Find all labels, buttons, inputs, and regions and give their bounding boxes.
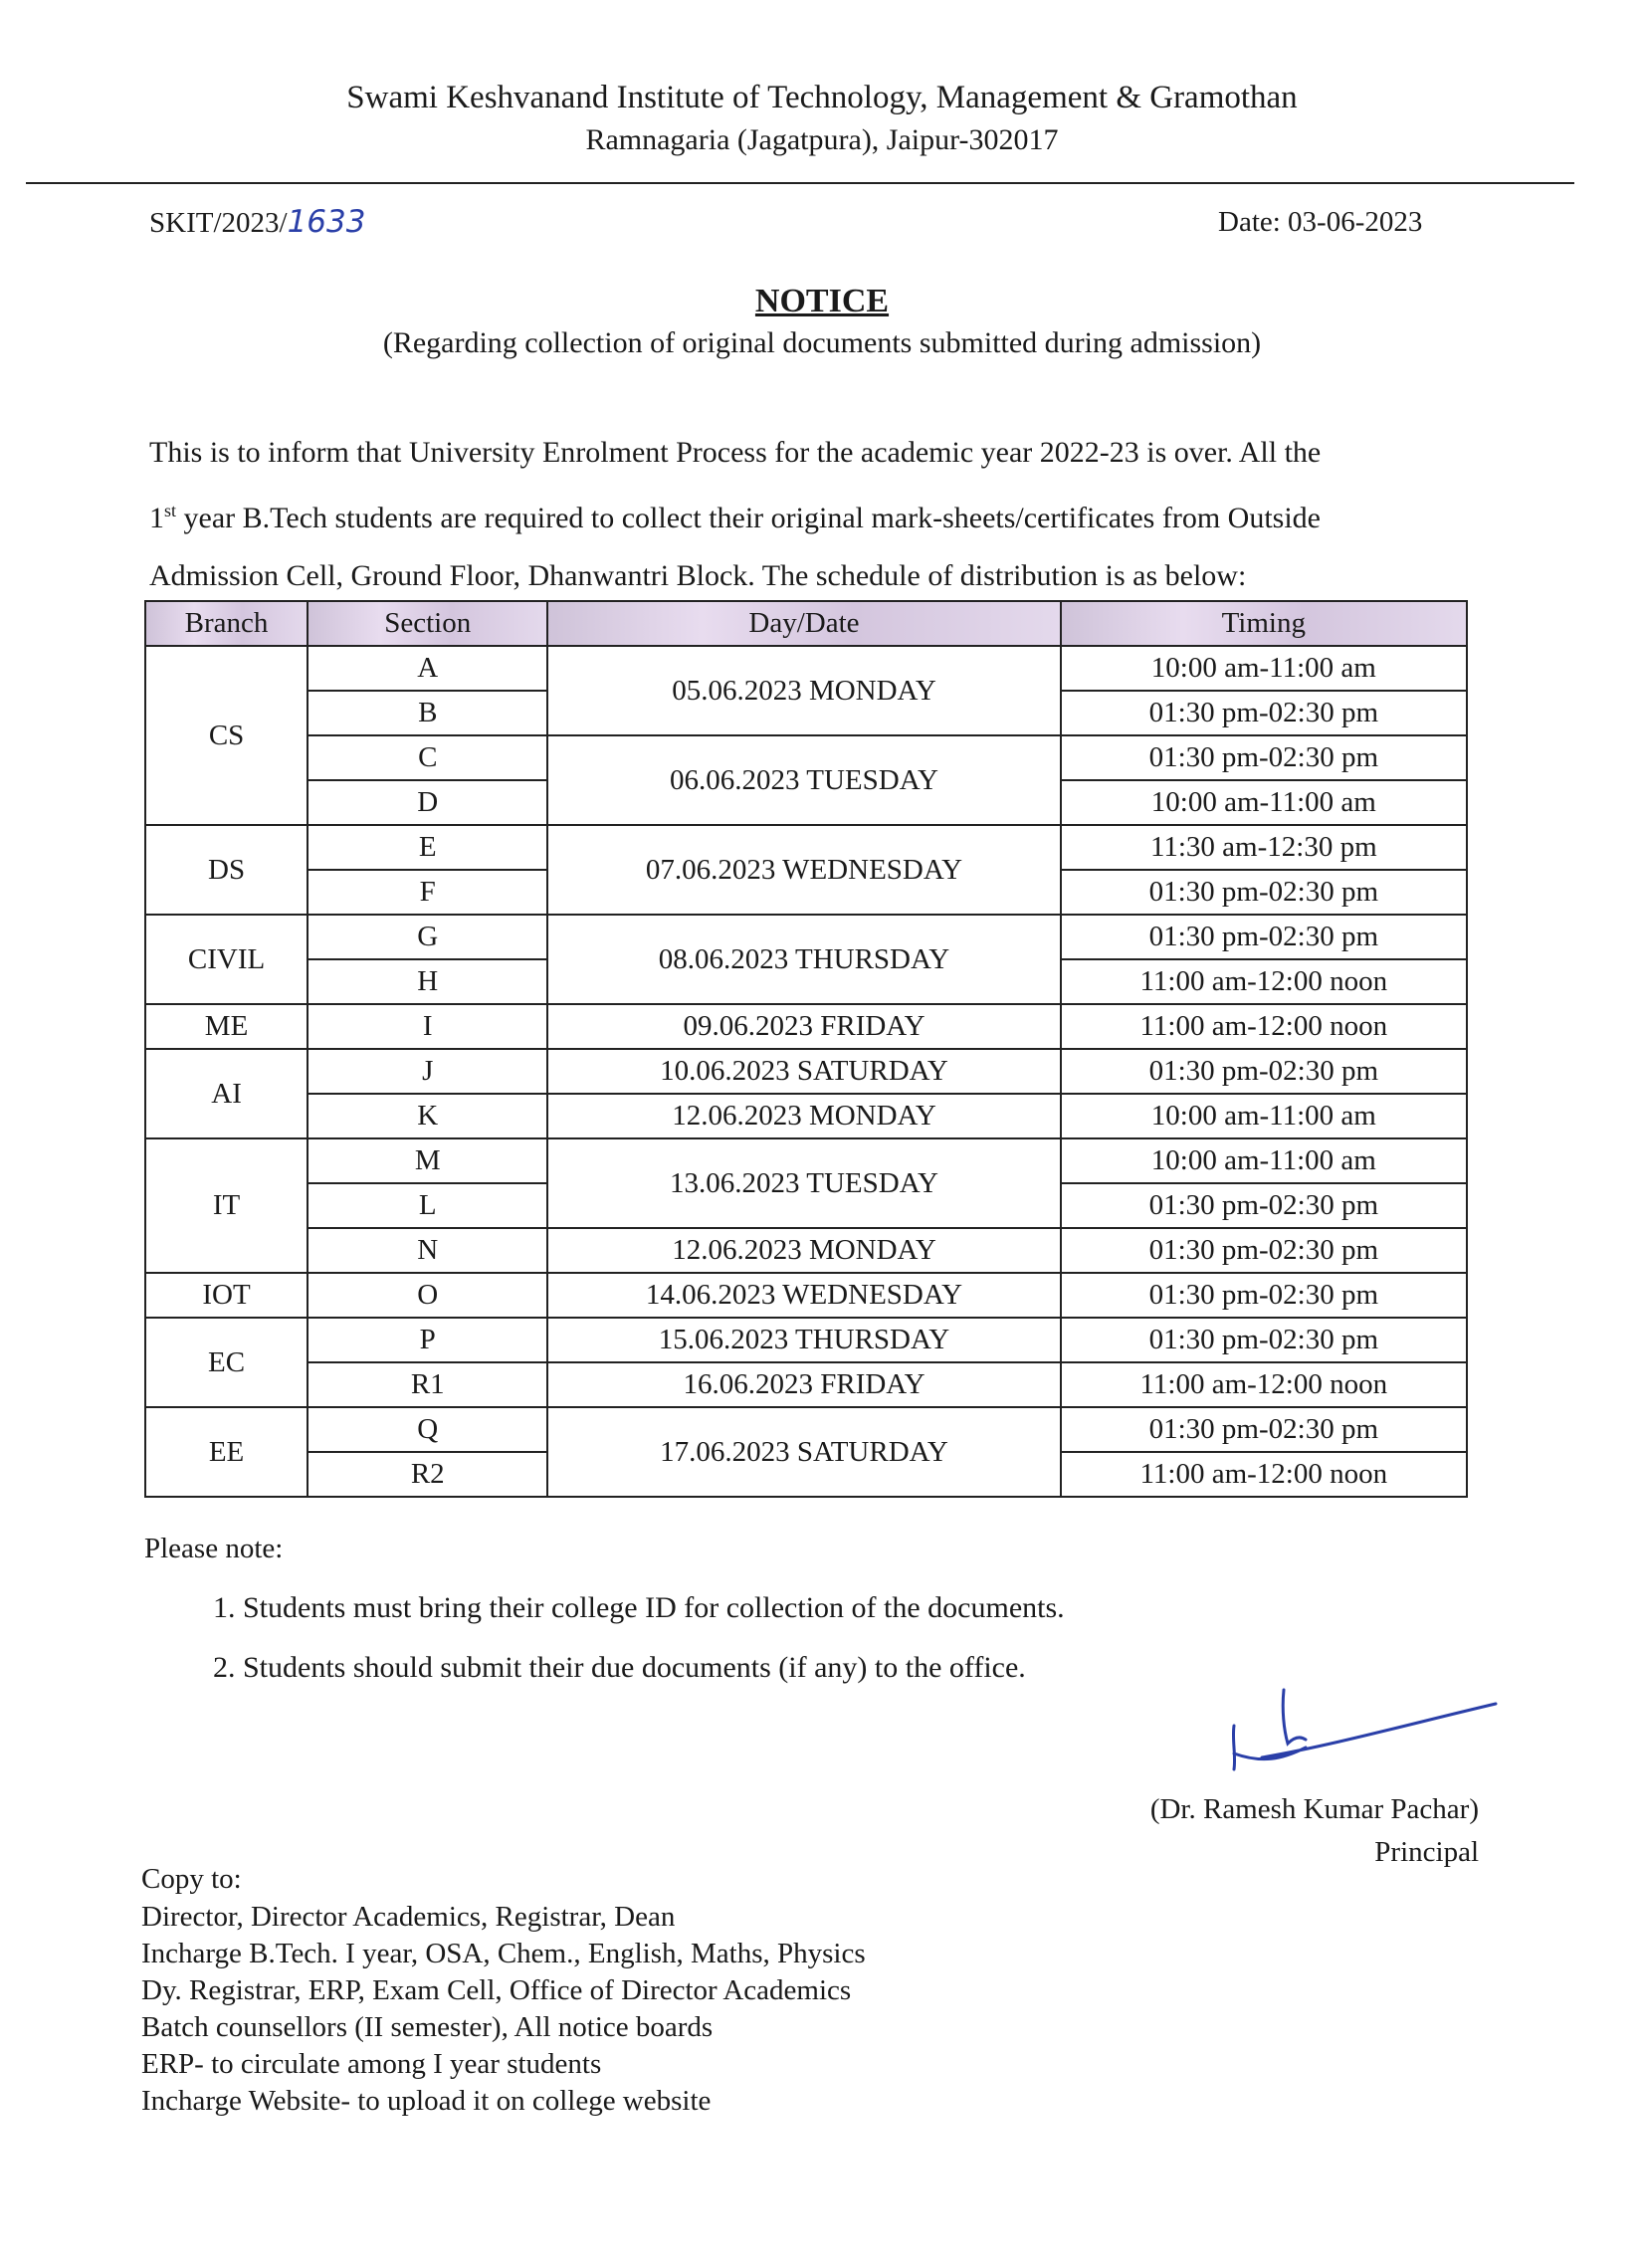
section-cell: P [308, 1318, 547, 1362]
reference-number [149, 204, 365, 240]
timing-cell: 11:00 am-12:00 noon [1061, 959, 1467, 1004]
copy-item: Incharge B.Tech. I year, OSA, Chem., English, Maths, Physics [141, 1938, 866, 1969]
section-cell: R2 [308, 1452, 547, 1497]
section-cell: D [308, 780, 547, 825]
header-section: Section [308, 601, 547, 646]
copy-item: ERP- to circulate among I year students [141, 2048, 602, 2080]
timing-cell: 01:30 pm-02:30 pm [1061, 735, 1467, 780]
reference-prefix: SKIT/2023/ [149, 207, 288, 239]
section-cell: E [308, 825, 547, 870]
timing-cell: 01:30 pm-02:30 pm [1061, 1049, 1467, 1094]
timing-cell: 01:30 pm-02:30 pm [1061, 870, 1467, 915]
branch-cell: CIVIL [145, 915, 308, 1004]
header-timing: Timing [1061, 601, 1467, 646]
institute-name: Swami Keshvanand Institute of Technology, Management & Gramothan [346, 80, 1298, 115]
notes-heading: Please note: [144, 1533, 284, 1564]
header-day-date: Day/Date [547, 601, 1060, 646]
table-row [145, 1228, 1467, 1273]
section-cell: N [308, 1228, 547, 1273]
day-cell: 12.06.2023 MONDAY [547, 1228, 1060, 1273]
copy-item: Batch counsellors (II semester), All notice boards [141, 2011, 714, 2043]
section-cell: C [308, 735, 547, 780]
copy-item: Incharge Website- to upload it on college website [141, 2085, 712, 2117]
section-cell: G [308, 915, 547, 959]
day-cell: 17.06.2023 SATURDAY [547, 1407, 1060, 1497]
section-cell: I [308, 1004, 547, 1049]
section-cell: A [308, 646, 547, 691]
day-cell: 10.06.2023 SATURDAY [547, 1049, 1060, 1094]
timing-cell: 01:30 pm-02:30 pm [1061, 1228, 1467, 1273]
header-divider [26, 182, 1574, 184]
branch-cell: IOT [145, 1273, 308, 1318]
section-cell: F [308, 870, 547, 915]
section-cell: Q [308, 1407, 547, 1452]
table-row [145, 1004, 1467, 1049]
branch-cell: IT [145, 1138, 308, 1273]
branch-cell: AI [145, 1049, 308, 1138]
notes-list [189, 1578, 1065, 1698]
timing-cell: 01:30 pm-02:30 pm [1061, 1407, 1467, 1452]
copy-item: Dy. Registrar, ERP, Exam Cell, Office of Director Academics [141, 1974, 852, 2006]
signature-stroke [1233, 1690, 1496, 1769]
table-row [145, 915, 1467, 959]
day-cell: 06.06.2023 TUESDAY [547, 735, 1060, 825]
table-row [145, 1407, 1467, 1452]
table-row [145, 735, 1467, 780]
branch-cell: EE [145, 1407, 308, 1497]
notice-subtitle: (Regarding collection of original documents submitted during admission) [382, 326, 1262, 359]
table-row [145, 825, 1467, 870]
branch-cell: CS [145, 646, 308, 825]
timing-cell: 10:00 am-11:00 am [1061, 780, 1467, 825]
table-row [145, 1362, 1467, 1407]
section-cell: L [308, 1183, 547, 1228]
table-row [145, 1318, 1467, 1362]
section-cell: O [308, 1273, 547, 1318]
timing-cell: 01:30 pm-02:30 pm [1061, 1318, 1467, 1362]
day-cell: 12.06.2023 MONDAY [547, 1094, 1060, 1138]
timing-cell: 01:30 pm-02:30 pm [1061, 1273, 1467, 1318]
table-row [145, 1049, 1467, 1094]
day-cell: 08.06.2023 THURSDAY [547, 915, 1060, 1004]
day-cell: 16.06.2023 FRIDAY [547, 1362, 1060, 1407]
table-row [145, 1138, 1467, 1183]
body-line-3: Admission Cell, Ground Floor, Dhanwantri Block. The schedule of distribution is as below: [149, 559, 1247, 592]
body-line-2-superscript: st [164, 501, 177, 520]
reference-handwritten-number: 1633 [287, 204, 366, 240]
copy-item: Director, Director Academics, Registrar, Dean [141, 1901, 676, 1933]
copy-to-heading: Copy to: [141, 1863, 242, 1895]
distribution-schedule-table [144, 600, 1468, 1498]
notice-body [149, 424, 1488, 605]
signature-icon [1222, 1680, 1501, 1779]
day-cell: 13.06.2023 TUESDAY [547, 1138, 1060, 1228]
notice-date: Date: 03-06-2023 [1218, 206, 1423, 238]
timing-cell: 11:30 am-12:30 pm [1061, 825, 1467, 870]
table-row [145, 1094, 1467, 1138]
section-cell: R1 [308, 1362, 547, 1407]
section-cell: B [308, 691, 547, 735]
timing-cell: 01:30 pm-02:30 pm [1061, 1183, 1467, 1228]
signatory-title: Principal [1374, 1836, 1479, 1868]
timing-cell: 11:00 am-12:00 noon [1061, 1362, 1467, 1407]
timing-cell: 10:00 am-11:00 am [1061, 1138, 1467, 1183]
day-cell: 09.06.2023 FRIDAY [547, 1004, 1060, 1049]
section-cell: M [308, 1138, 547, 1183]
timing-cell: 11:00 am-12:00 noon [1061, 1004, 1467, 1049]
table-header-row [145, 601, 1467, 646]
table-row [145, 1273, 1467, 1318]
day-cell: 14.06.2023 WEDNESDAY [547, 1273, 1060, 1318]
body-line-2-prefix: 1 [149, 502, 164, 534]
day-cell: 07.06.2023 WEDNESDAY [547, 825, 1060, 915]
copy-to-list [141, 1899, 866, 2120]
note-item: 2. Students should submit their due documents (if any) to the office. [243, 1638, 1065, 1698]
signatory-name: (Dr. Ramesh Kumar Pachar) [1149, 1793, 1479, 1825]
body-line-1: This is to inform that University Enrolment Process for the academic year 2022-23 is over. All the [149, 436, 1322, 469]
section-cell: H [308, 959, 547, 1004]
header-branch: Branch [145, 601, 308, 646]
timing-cell: 10:00 am-11:00 am [1061, 646, 1467, 691]
day-cell: 05.06.2023 MONDAY [547, 646, 1060, 735]
note-item: 1. Students must bring their college ID for collection of the documents. [243, 1578, 1065, 1638]
timing-cell: 10:00 am-11:00 am [1061, 1094, 1467, 1138]
branch-cell: EC [145, 1318, 308, 1407]
notice-title: NOTICE [754, 283, 890, 319]
institute-address: Ramnagaria (Jagatpura), Jaipur-302017 [585, 123, 1059, 156]
body-line-2: year B.Tech students are required to collect their original mark-sheets/certificates from Outside [176, 502, 1321, 534]
timing-cell: 11:00 am-12:00 noon [1061, 1452, 1467, 1497]
section-cell: J [308, 1049, 547, 1094]
table-row [145, 646, 1467, 691]
section-cell: K [308, 1094, 547, 1138]
day-cell: 15.06.2023 THURSDAY [547, 1318, 1060, 1362]
timing-cell: 01:30 pm-02:30 pm [1061, 691, 1467, 735]
timing-cell: 01:30 pm-02:30 pm [1061, 915, 1467, 959]
branch-cell: DS [145, 825, 308, 915]
branch-cell: ME [145, 1004, 308, 1049]
